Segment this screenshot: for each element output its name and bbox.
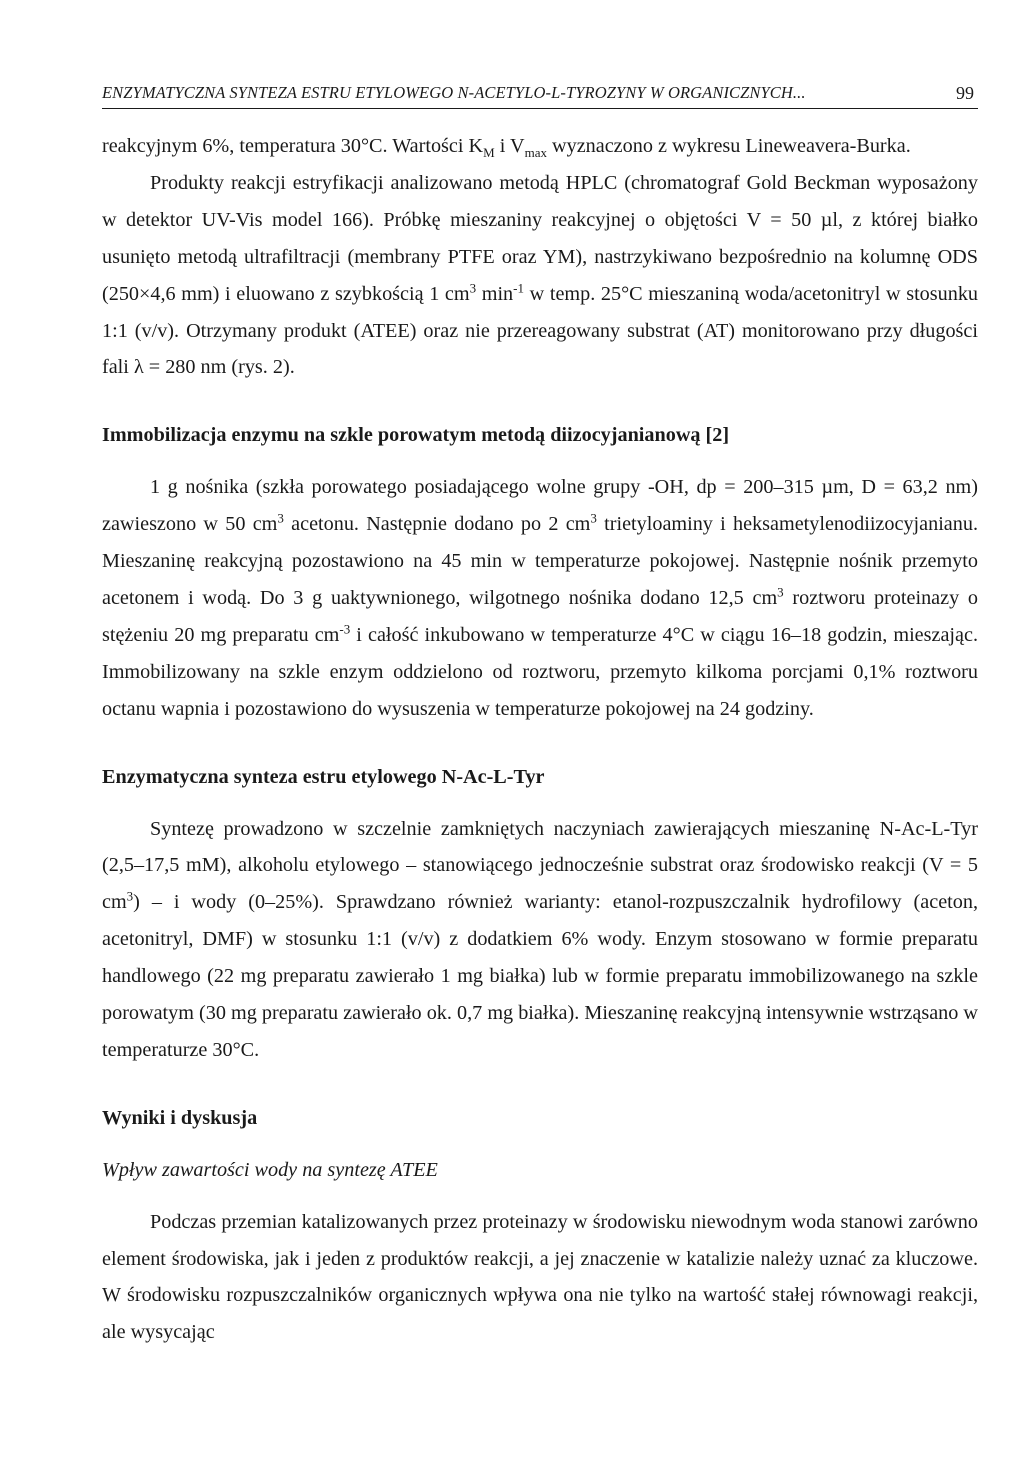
paragraph-kinetics: reakcyjnym 6%, temperatura 30°C. Wartości $K_M$ i $V_{max}$ wyznaczono z wykresu Lineweavera-Burka.: [102, 135, 911, 161]
running-header: [102, 82, 978, 109]
paragraph-hplc: Produkty reakcji estryfikacji analizowano metodą HPLC (chromatograf Gold Beckman wyposażony w detektor UV-Vis model 166). Próbkę mieszaniny reakcyjnej o objętości V = 50 µl, z której białko usunięto metodą ultrafiltracji (membrany PTFE oraz YM), nastrzykiwano bezpośrednio na kolumnę ODS (250×4,6 mm) i eluowano z szybkością 1 $cm^3$ $\min^{-1} w$ temp. 25°C mieszaniną woda/acetonitryl w stosunku 1:1 (v/v). Otrzymany produkt (ATEE) oraz nie przereagowany substrat (AT) monitorowano przy długości fali λ = 280 nm (rys. 2).: [102, 171, 979, 379]
running-title: ENZYMATYCZNA SYNTEZA ESTRU ETYLOWEGO N-ACETYLO-L-TYROZYNY W ORGANICZNYCH...: [102, 83, 806, 102]
page-number: 99: [956, 83, 974, 103]
body-text: [102, 128, 978, 1351]
subheading-water-content: Wpływ zawartości wody na syntezę ATEE: [102, 1158, 438, 1181]
paragraph-synthesis: Syntezę prowadzono w szczelnie zamkniętych naczyniach zawierających mieszaninę N-Ac-L-Tyr (2,5–17,5 mM), alkoholu etylowego – stanowiącego jednocześnie substrat oraz środowisko reakcji (V = 5 $cm^3$) – i wody (0–25%). Sprawdzano również warianty: etanol-rozpuszczalnik hydrofilowy (aceton, acetonitryl, DMF) w stosunku 1:1 (v/v) z dodatkiem 6% wody. Enzym stosowano w formie preparatu handlowego (22 mg preparatu zawierało 1 mg białka) lub w formie preparatu immobilizowanego na szkle porowatym (30 mg preparatu zawierało ok. 0,7 mg białka). Mieszaninę reakcyjną intensywnie wstrząsano w temperaturze 30°C.: [102, 817, 978, 1061]
heading-synthesis: Enzymatyczna synteza estru etylowego N-Ac-L-Tyr: [102, 765, 545, 788]
heading-immobilization: Immobilizacja enzymu na szkle porowatym metodą diizocyjanianową [2]: [102, 424, 730, 447]
paragraph-immobilization: 1 g nośnika (szkła porowatego posiadającego wolne grupy -OH, dp = 200–315 µm, D = 63,2 nm) zawieszono w 50 $cm^3$ acetonu. Następnie dodano po 2 $cm^3$ trietyloaminy i heksametylenodiizocyjanianu. Mieszaninę reakcyjną pozostawiono na 45 min w temperaturze pokojowej. Następnie nośnik przemyto acetonem i wodą. Do 3 g uaktywnionego, wilgotnego nośnika dodano 12,5 $cm^3$ roztworu proteinazy o stężeniu 20 mg preparatu $cm^{-3}$ i całość inkubowano w temperaturze 4°C w ciągu 16–18 godzin, mieszając. Immobilizowany na szkle enzym oddzielono od roztworu, przemyto kilkoma porcjami 0,1% roztworu octanu wapnia i pozostawiono do wysuszenia w temperaturze pokojowej na 24 godziny.: [102, 476, 978, 720]
heading-results: Wyniki i dyskusja: [102, 1106, 258, 1129]
paragraph-water-role: Podczas przemian katalizowanych przez proteinazy w środowisku niewodnym woda stanowi zarówno element środowiska, jak i jeden z produktów reakcji, a jej znaczenie w katalizie należy uznać za kluczowe. W środowisku rozpuszczalników organicznych wpływa ona nie tylko na wartość stałej równowagi reakcji, ale wysycając: [102, 1210, 978, 1344]
